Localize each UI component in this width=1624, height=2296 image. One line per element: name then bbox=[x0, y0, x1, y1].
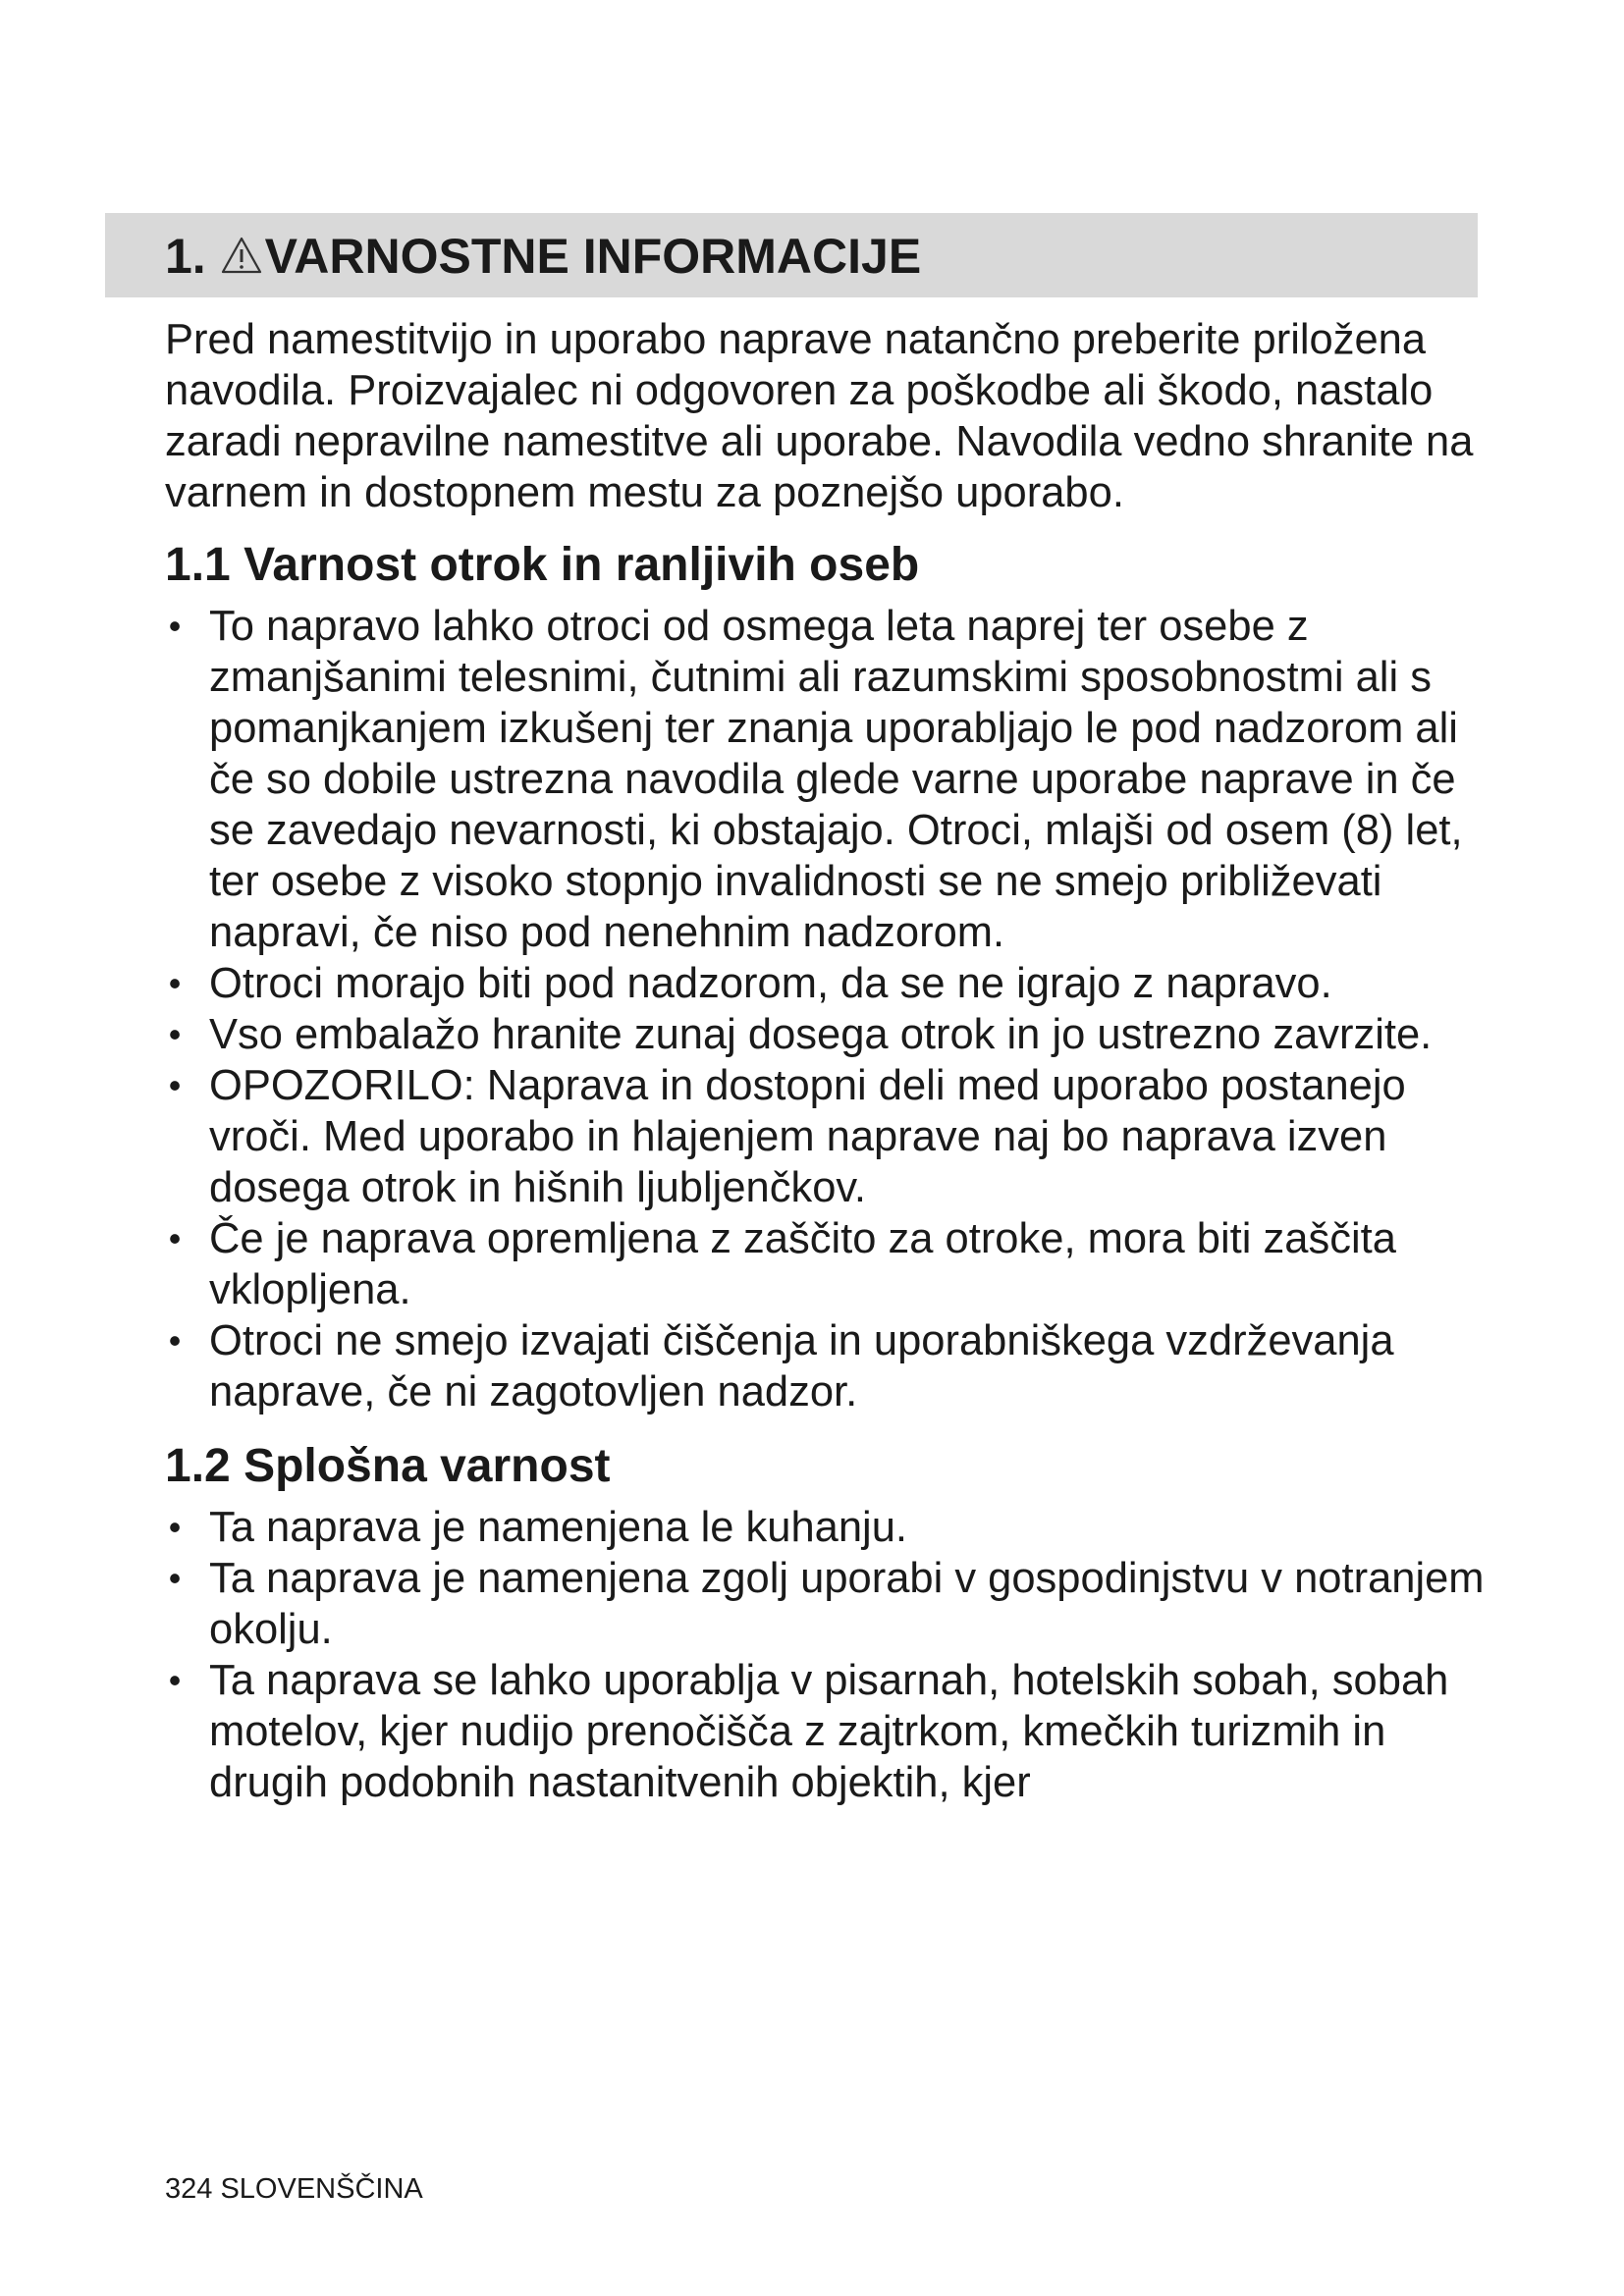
intro-paragraph: Pred namestitvijo in uporabo naprave natančno preberite priložena navodila. Proizvajalec ni odgovoren za poškodbe ali škodo, nastalo zaradi nepravilne namestitve ali uporabe. Navodila vedno shranite na varnem in dostopnem mestu za poznejšo uporabo. bbox=[165, 316, 1474, 516]
list-item-text: To napravo lahko otroci od osmega leta naprej ter osebe z zmanjšanimi telesnimi, čutnimi ali razumskimi sposobnostmi ali s pomanjkanjem izkušenj ter znanja uporabljajo le pod nadzorom ali če so dobile ustrezna navodila glede varne uporabe naprave in če se zavedajo nevarnosti, ki obstajajo. Otroci, mlajši od osem (8) let, ter osebe z visoko stopnjo invalidnosti se ne smejo približevati napravi, če niso pod nenehnim nadzorom. bbox=[209, 603, 1463, 956]
bullet-icon: • bbox=[168, 1507, 182, 1547]
list-item bbox=[165, 1502, 1486, 1553]
child-safety-list bbox=[165, 601, 1486, 1417]
list-item bbox=[165, 958, 1486, 1009]
general-safety-list bbox=[165, 1502, 1486, 1808]
list-item-text: Otroci morajo biti pod nadzorom, da se ne igrajo z napravo. bbox=[209, 960, 1332, 1007]
bullet-icon: • bbox=[168, 1065, 182, 1105]
list-item-text: Ta naprava je namenjena le kuhanju. bbox=[209, 1504, 907, 1551]
section-title-text: VARNOSTNE INFORMACIJE bbox=[264, 229, 922, 284]
list-item bbox=[165, 1553, 1486, 1655]
list-item-text: Ta naprava je namenjena zgolj uporabi v gospodinjstvu v notranjem okolju. bbox=[209, 1555, 1485, 1653]
section-number: 1. bbox=[165, 229, 206, 284]
list-item-text: Vso embalažo hranite zunaj dosega otrok in jo ustrezno zavrzite. bbox=[209, 1011, 1433, 1058]
list-item bbox=[165, 601, 1486, 958]
list-item bbox=[165, 1060, 1486, 1213]
document-body bbox=[165, 314, 1486, 1808]
bullet-icon: • bbox=[168, 963, 182, 1003]
bullet-icon: • bbox=[168, 1320, 182, 1361]
bullet-icon: • bbox=[168, 1660, 182, 1700]
list-item bbox=[165, 1315, 1486, 1417]
warning-triangle-icon bbox=[220, 236, 263, 275]
list-item-text: Če je naprava opremljena z zaščito za otroke, mora biti zaščita vklopljena. bbox=[209, 1215, 1396, 1313]
list-item-text: Otroci ne smejo izvajati čiščenja in uporabniškega vzdrževanja naprave, če ni zagotovljen nadzor. bbox=[209, 1317, 1394, 1415]
section-title bbox=[165, 227, 921, 286]
subsection-heading-general-safety: 1.2 Splošna varnost bbox=[165, 1440, 611, 1492]
list-item bbox=[165, 1213, 1486, 1315]
page-footer: 324 SLOVENŠČINA bbox=[165, 2173, 423, 2205]
bullet-icon: • bbox=[168, 1218, 182, 1258]
bullet-icon: • bbox=[168, 1014, 182, 1054]
list-item-text: OPOZORILO: Naprava in dostopni deli med uporabo postanejo vroči. Med uporabo in hlajenjem naprave naj bo naprava izven dosega otrok in hišnih ljubljenčkov. bbox=[209, 1062, 1406, 1211]
subsection-heading-child-safety: 1.1 Varnost otrok in ranljivih oseb bbox=[165, 539, 920, 591]
list-item-text: Ta naprava se lahko uporablja v pisarnah, hotelskih sobah, sobah motelov, kjer nudijo prenočišča z zajtrkom, kmečkih turizmih in drugih podobnih nastanitvenih objektih, kjer bbox=[209, 1657, 1449, 1806]
bullet-icon: • bbox=[168, 606, 182, 646]
list-item bbox=[165, 1655, 1486, 1808]
list-item bbox=[165, 1009, 1486, 1060]
bullet-icon: • bbox=[168, 1558, 182, 1598]
